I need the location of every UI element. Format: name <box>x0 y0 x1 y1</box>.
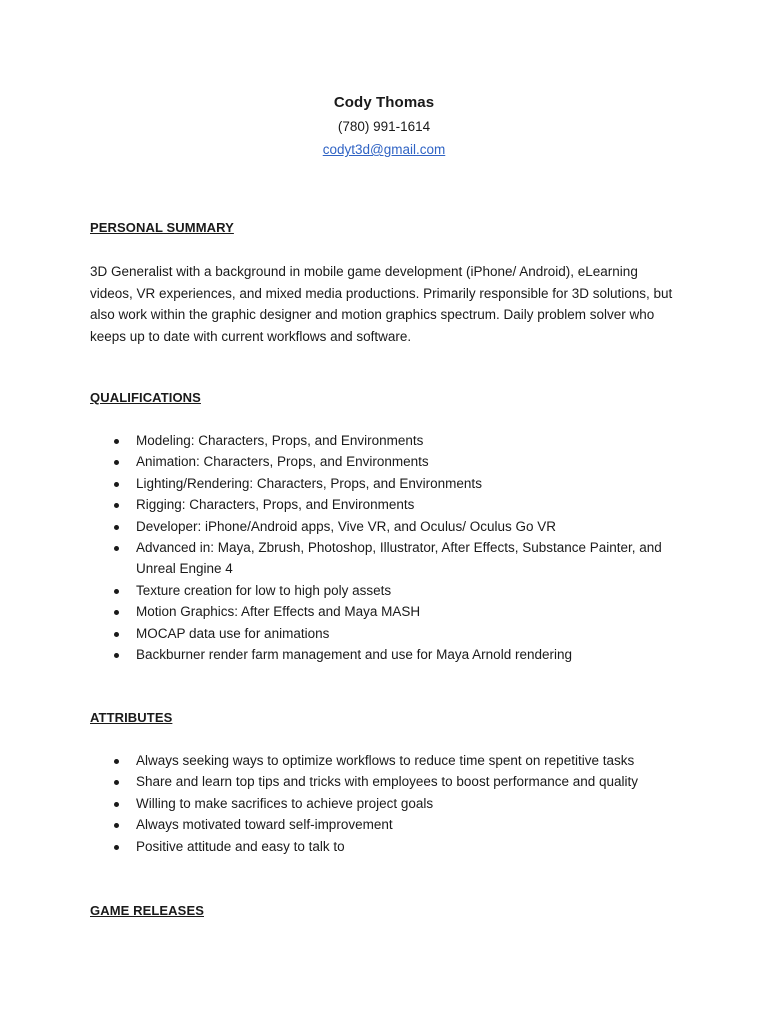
personal-summary-text: 3D Generalist with a background in mobile game development (iPhone/ Android), eLearning videos, VR experiences, and mixed media productions. Primarily responsible for 3D solutions, but also work within the graphic designer and motion graphics spectrum. Daily problem solver who keeps up to date with current workflows and software. <box>90 264 673 344</box>
game-releases-heading: GAME RELEASES <box>90 903 204 918</box>
personal-summary-heading: PERSONAL SUMMARY <box>90 220 234 235</box>
email-link[interactable]: codyt3d@gmail.com <box>322 142 446 157</box>
list-item: Willing to make sacrifices to achieve project goals <box>113 793 693 814</box>
list-item: Advanced in: Maya, Zbrush, Photoshop, Illustrator, After Effects, Substance Painter, and Unreal Engine 4 <box>113 537 693 580</box>
list-item: Developer: iPhone/Android apps, Vive VR, and Oculus/ Oculus Go VR <box>113 516 693 537</box>
candidate-name: Cody Thomas <box>333 94 435 111</box>
list-item: Texture creation for low to high poly assets <box>113 580 693 601</box>
qualifications-heading: QUALIFICATIONS <box>90 390 201 405</box>
list-item: Always seeking ways to optimize workflows to reduce time spent on repetitive tasks <box>113 750 693 771</box>
attributes-heading: ATTRIBUTES <box>90 710 173 725</box>
list-item: MOCAP data use for animations <box>113 623 693 644</box>
list-item: Lighting/Rendering: Characters, Props, and Environments <box>113 473 693 494</box>
qualifications-list <box>113 430 693 665</box>
list-item: Share and learn top tips and tricks with employees to boost performance and quality <box>113 771 693 792</box>
list-item: Animation: Characters, Props, and Environments <box>113 451 693 472</box>
attributes-list <box>113 750 693 857</box>
list-item: Modeling: Characters, Props, and Environments <box>113 430 693 451</box>
list-item: Rigging: Characters, Props, and Environments <box>113 494 693 515</box>
list-item: Backburner render farm management and use for Maya Arnold rendering <box>113 644 693 665</box>
phone-number: (780) 991-1614 <box>337 119 431 134</box>
list-item: Motion Graphics: After Effects and Maya MASH <box>113 601 693 622</box>
list-item: Positive attitude and easy to talk to <box>113 836 693 857</box>
list-item: Always motivated toward self-improvement <box>113 814 693 835</box>
